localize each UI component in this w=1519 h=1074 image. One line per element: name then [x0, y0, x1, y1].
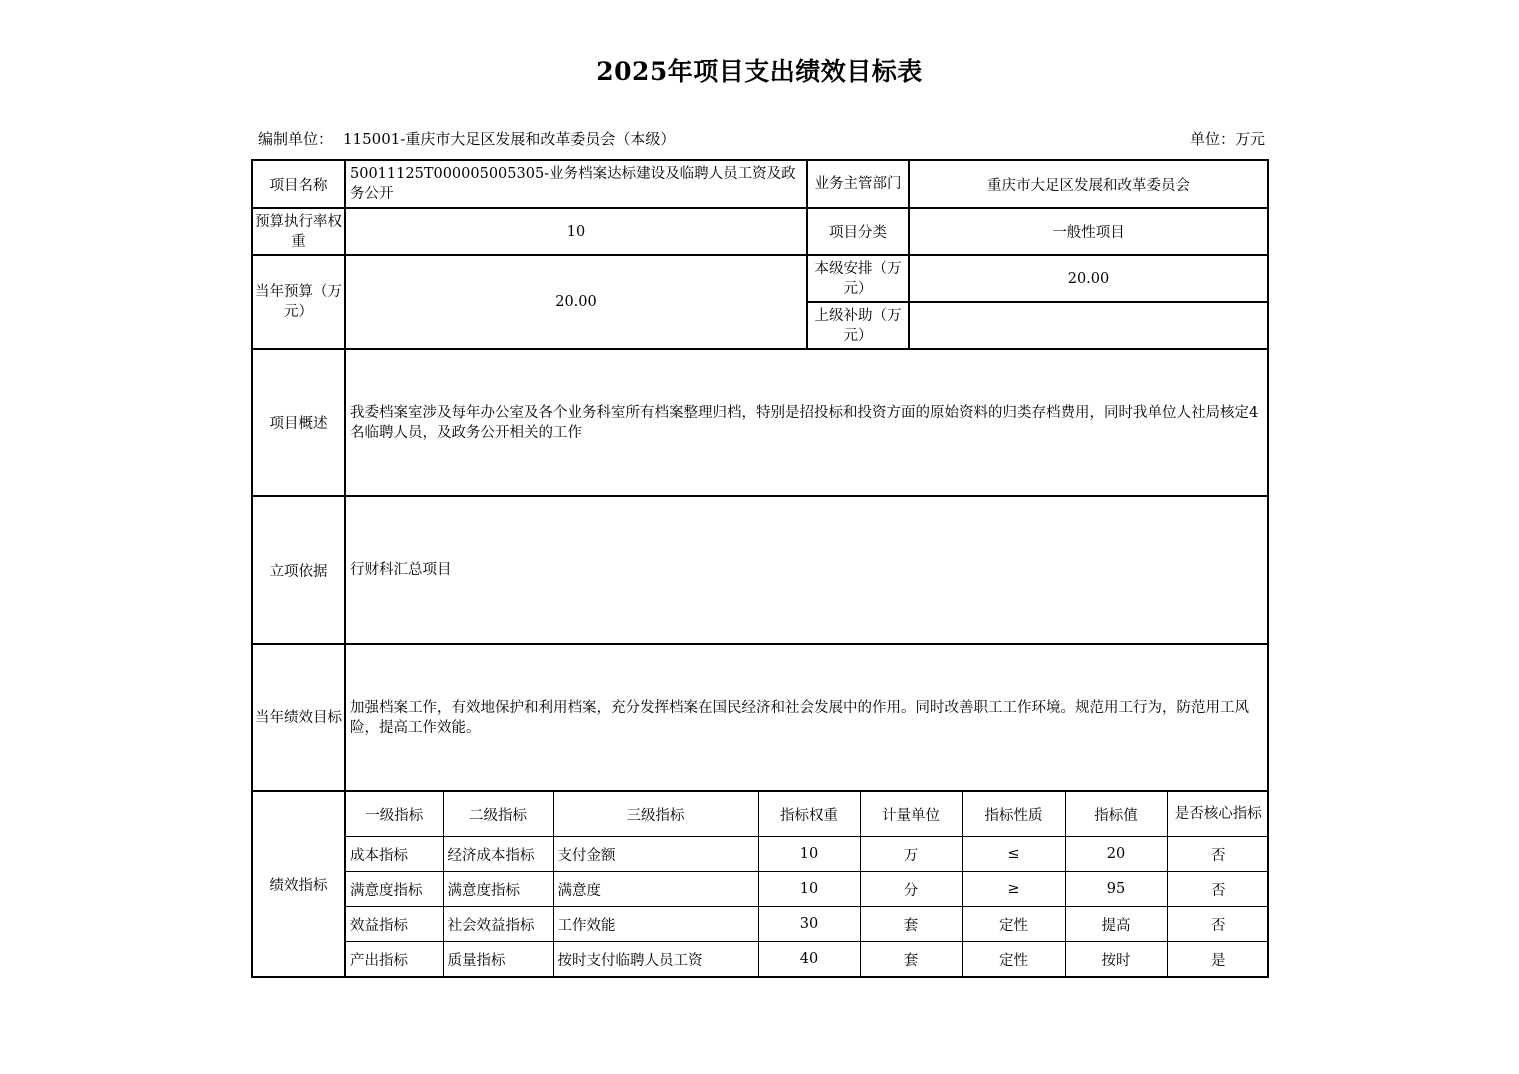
row-level2: 经济成本指标 [443, 837, 553, 872]
exec-weight-value: 10 [345, 208, 807, 255]
goal-label: 当年绩效目标 [252, 644, 345, 791]
row-core: 否 [1167, 872, 1269, 907]
row-nature: ≤ [962, 837, 1065, 872]
row-level2: 质量指标 [443, 942, 553, 977]
basis-value: 行财科汇总项目 [345, 496, 1268, 644]
overview-label: 项目概述 [252, 349, 345, 496]
row-level3: 支付金额 [553, 837, 758, 872]
page-title: 2025年项目支出绩效目标表 [596, 57, 923, 86]
basis-label: 立项依据 [252, 496, 345, 644]
row-level2: 满意度指标 [443, 872, 553, 907]
header-level3: 三级指标 [553, 792, 758, 837]
header-value: 指标值 [1065, 792, 1167, 837]
row-nature: 定性 [962, 907, 1065, 942]
table-row [346, 942, 1269, 977]
performance-table [251, 159, 1269, 978]
table-row [346, 907, 1269, 942]
row-level1: 效益指标 [346, 907, 443, 942]
overview-value: 我委档案室涉及每年办公室及各个业务科室所有档案整理归档，特别是招投标和投资方面的原始资料的归类存档费用，同时我单位人社局核定4名临聘人员，及政务公开相关的工作 [345, 349, 1268, 496]
table-row [346, 872, 1269, 907]
row-unit: 万 [860, 837, 962, 872]
row-unit: 分 [860, 872, 962, 907]
subsidy-label: 上级补助（万元） [807, 302, 909, 349]
row-level1: 产出指标 [346, 942, 443, 977]
project-name-label: 项目名称 [252, 160, 345, 208]
row-nature: 定性 [962, 942, 1065, 977]
header-core: 是否核心指标 [1167, 792, 1269, 837]
row-level1: 满意度指标 [346, 872, 443, 907]
row-weight: 10 [758, 872, 860, 907]
header-nature: 指标性质 [962, 792, 1065, 837]
budget-value: 20.00 [345, 255, 807, 349]
header-unit: 计量单位 [860, 792, 962, 837]
category-label: 项目分类 [807, 208, 909, 255]
row-core: 是 [1167, 942, 1269, 977]
row-level3: 按时支付临聘人员工资 [553, 942, 758, 977]
row-nature: ≥ [962, 872, 1065, 907]
local-value: 20.00 [909, 255, 1268, 302]
project-name-value: 50011125T000005005305-业务档案达标建设及临聘人员工资及政务公开 [345, 160, 807, 208]
exec-weight-label: 预算执行率权重 [252, 208, 345, 255]
row-unit: 套 [860, 907, 962, 942]
row-level3: 满意度 [553, 872, 758, 907]
row-core: 否 [1167, 907, 1269, 942]
row-value: 95 [1065, 872, 1167, 907]
header-level2: 二级指标 [443, 792, 553, 837]
prepared-by [258, 128, 675, 149]
indicators-cell [345, 791, 1268, 977]
header-level1: 一级指标 [346, 792, 443, 837]
header-weight: 指标权重 [758, 792, 860, 837]
indicators-table [346, 792, 1269, 976]
prepared-by-value: 115001-重庆市大足区发展和改革委员会（本级） [343, 130, 676, 148]
table-row [346, 837, 1269, 872]
row-core: 否 [1167, 837, 1269, 872]
row-level2: 社会效益指标 [443, 907, 553, 942]
row-value: 20 [1065, 837, 1167, 872]
category-value: 一般性项目 [909, 208, 1268, 255]
row-value: 按时 [1065, 942, 1167, 977]
indicators-label: 绩效指标 [252, 791, 345, 977]
local-label: 本级安排（万元） [807, 255, 909, 302]
row-level1: 成本指标 [346, 837, 443, 872]
goal-value: 加强档案工作，有效地保护和利用档案，充分发挥档案在国民经济和社会发展中的作用。同时改善职工工作环境。规范用工行为，防范用工风险，提高工作效能。 [345, 644, 1268, 791]
dept-label: 业务主管部门 [807, 160, 909, 208]
dept-value: 重庆市大足区发展和改革委员会 [909, 160, 1268, 208]
row-unit: 套 [860, 942, 962, 977]
row-weight: 30 [758, 907, 860, 942]
row-weight: 40 [758, 942, 860, 977]
row-level3: 工作效能 [553, 907, 758, 942]
row-weight: 10 [758, 837, 860, 872]
prepared-by-label: 编制单位： [258, 130, 334, 148]
indicators-header-row [346, 792, 1269, 837]
budget-label: 当年预算（万元） [252, 255, 345, 349]
unit-label: 单位：万元 [1189, 130, 1265, 148]
subsidy-value [909, 302, 1268, 349]
row-value: 提高 [1065, 907, 1167, 942]
